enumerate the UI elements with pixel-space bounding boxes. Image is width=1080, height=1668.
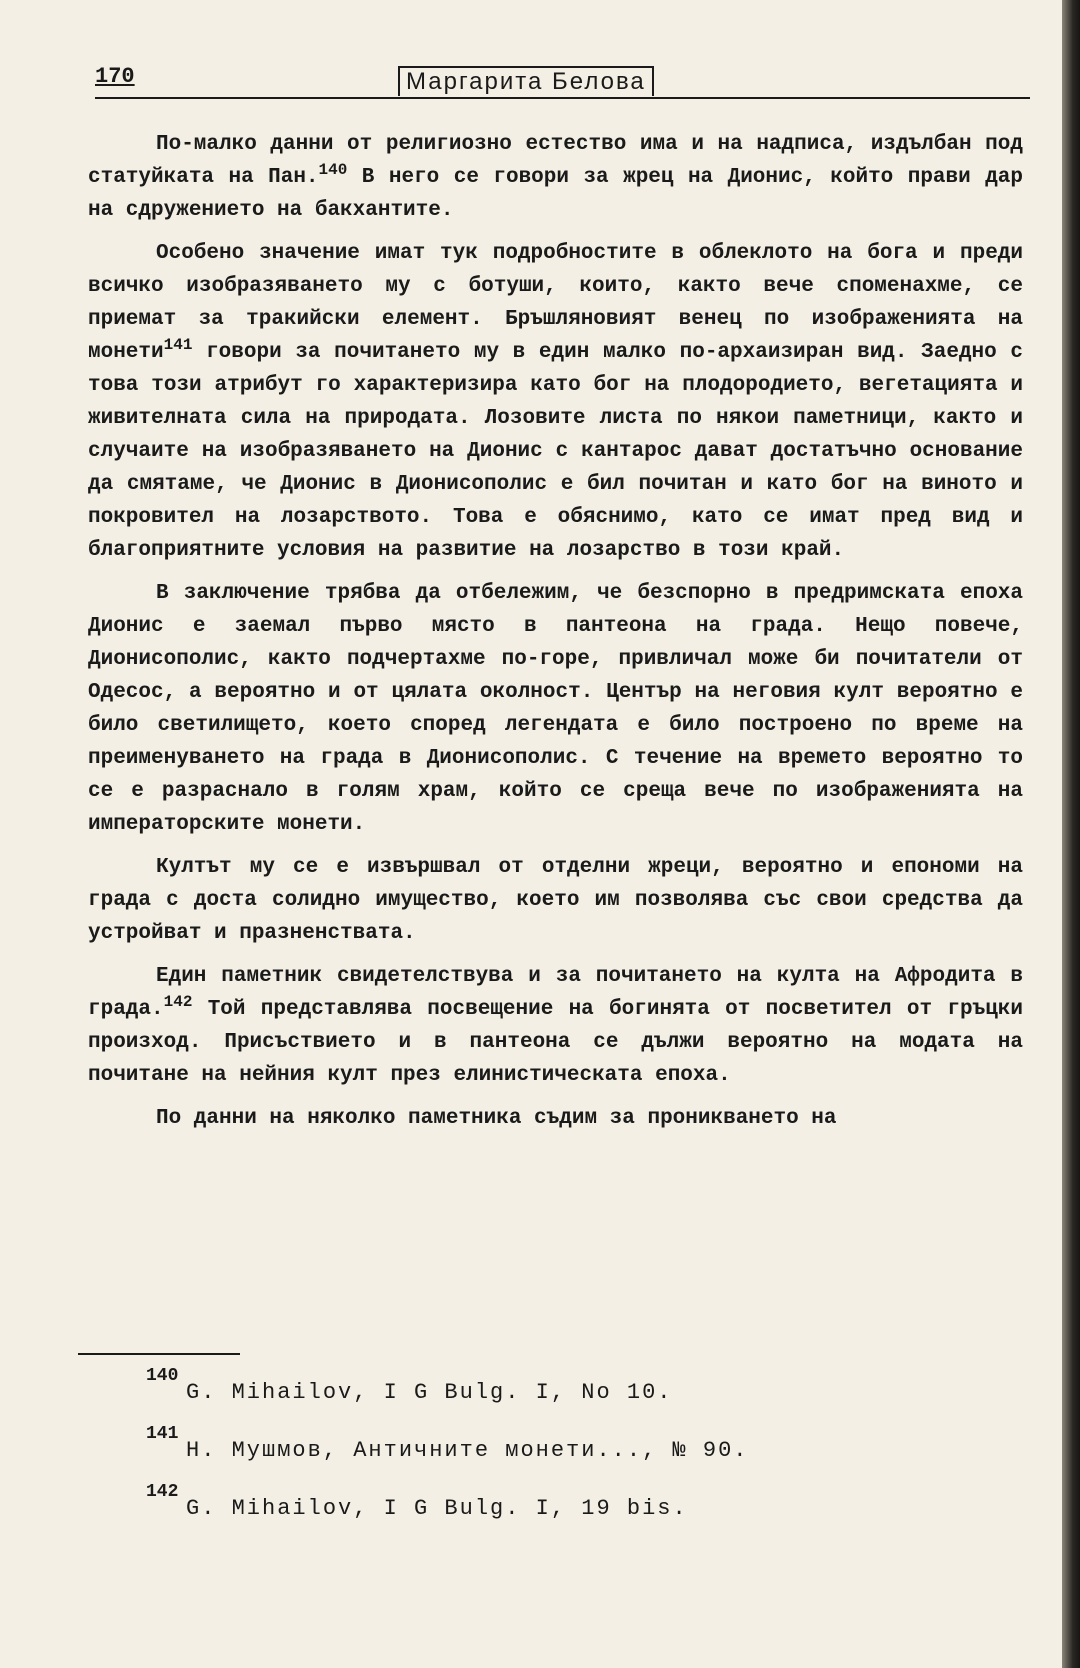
main-text <box>88 128 1023 1145</box>
footnote-number: 140 <box>146 1366 179 1386</box>
footnote-reference: 142 <box>163 993 193 1011</box>
paragraph <box>88 237 1023 567</box>
page-number: 170 <box>95 64 135 89</box>
paragraph <box>88 960 1023 1092</box>
paragraph-text: Той представлява посвещение на богинята от посветител от гръцки произход. Присъствието и в пантеона се дължи вероятно на модата на почитане на нейния култ през елинистическата епоха. <box>88 998 1023 1087</box>
paragraph-text: Култът му се е извършвал от отделни жреци, вероятно и епономи на града с доста солидно имущество, което им позволява със свои средства да устройват и празненствата. <box>88 856 1023 945</box>
footnote <box>146 1424 946 1486</box>
footnote-text: G. Mihailov, I G Bulg. I, No 10. <box>186 1380 673 1405</box>
book-binding-edge <box>1062 0 1080 1668</box>
footnote-number: 142 <box>146 1482 179 1502</box>
page-header <box>95 64 1030 100</box>
header-rule <box>95 97 1030 99</box>
footnote-reference: 140 <box>318 161 348 179</box>
paragraph <box>88 1102 1023 1135</box>
paragraph <box>88 851 1023 950</box>
footnote-text: Н. Мушмов, Античните монети..., № 90. <box>186 1438 749 1463</box>
paragraph <box>88 577 1023 841</box>
paragraph <box>88 128 1023 227</box>
footnote <box>146 1482 946 1544</box>
footnote <box>146 1366 946 1428</box>
paragraph-text: Един паметник свидетелствува и за почитането на култа на Афродита в града. <box>88 965 1023 1021</box>
paragraph-text: В него се говори за жрец на Дионис, който прави дар на сдружението на бакхантите. <box>88 166 1024 222</box>
running-title: Маргарита Белова <box>398 66 654 96</box>
footnote-text: G. Mihailov, I G Bulg. I, 19 bis. <box>186 1496 688 1521</box>
paragraph-text: По-малко данни от религиозно естество има и на надписа, издълбан под статуйката на Пан. <box>88 133 1023 189</box>
footnote-rule <box>78 1353 240 1355</box>
footnote-reference: 141 <box>163 336 193 354</box>
paragraph-text: говори за почитането му в един малко по-архаизиран вид. Заедно с това този атрибут го характеризира като бог на плодородието, вегетацията и живителната сила на природата. Лозовите листа по някои паметници, както и случаите на изобразяването на Дионис с кантарос дават достатъчно основание да смятаме, че Дионис в Дионисополис е бил почитан и като бог на виното и покровител на лозарството. Това е обяснимо, като се имат пред вид и благоприятните условия на развитие на лозарство в този край. <box>88 341 1023 562</box>
paragraph-text: По данни на няколко паметника съдим за проникването на <box>156 1107 837 1130</box>
paragraph-text: В заключение трябва да отбележим, че безспорно в предримската епоха Дионис е заемал първо място в пантеона на града. Нещо повече, Дионисополис, както подчертахме по-горе, привличал може би почитатели от Одесос, а вероятно и от цялата околност. Център на неговия култ вероятно е било светилището, което според легендата е било построено по време на преименуването на града в Дионисополис. С течение на времето вероятно то се е разраснало в голям храм, който се среща вече по изображенията на императорските монети. <box>88 582 1023 836</box>
footnotes <box>146 1366 946 1544</box>
paragraph-text: Особено значение имат тук подробностите в облеклото на бога и преди всичко изобразяването му с ботуши, които, както вече споменахме, се приемат за тракийски елемент. Бръшляновият венец по изображенията на монети <box>88 242 1023 364</box>
footnote-number: 141 <box>146 1424 179 1444</box>
